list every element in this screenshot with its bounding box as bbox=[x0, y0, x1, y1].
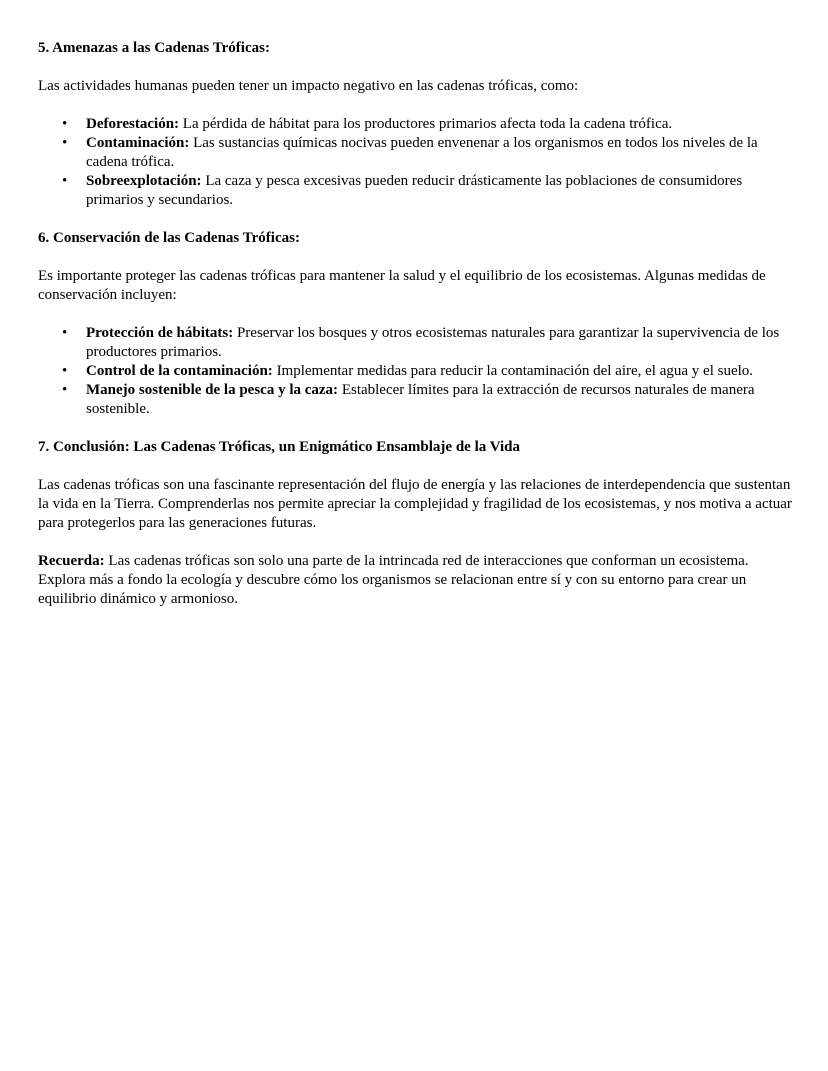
bullet-list bbox=[38, 324, 794, 419]
list-item-text: Establecer límites para la extracción de recursos naturales de manera sostenible. bbox=[86, 382, 755, 417]
list-item-text: Implementar medidas para reducir la contaminación del aire, el agua y el suelo. bbox=[272, 363, 754, 379]
document-page bbox=[38, 39, 794, 628]
list-item bbox=[86, 134, 794, 172]
list-item-term: Sobreexplotación: bbox=[86, 173, 202, 189]
list-item bbox=[86, 324, 794, 362]
section-heading: 5. Amenazas a las Cadenas Tróficas: bbox=[38, 40, 270, 56]
section-intro: Es importante proteger las cadenas tróficas para mantener la salud y el equilibrio de los ecosistemas. Algunas medidas de conservación incluyen: bbox=[38, 268, 766, 303]
section-heading: 6. Conservación de las Cadenas Tróficas: bbox=[38, 230, 300, 246]
list-item-term: Contaminación: bbox=[86, 135, 190, 151]
list-item-term: Manejo sostenible de la pesca y la caza: bbox=[86, 382, 339, 398]
list-item bbox=[86, 362, 794, 381]
bullet-list bbox=[38, 115, 794, 210]
list-item-text: Las sustancias químicas nocivas pueden envenenar a los organismos en todos los niveles de la cadena trófica. bbox=[86, 135, 758, 170]
list-item-text: Preservar los bosques y otros ecosistemas naturales para garantizar la supervivencia de los productores primarios. bbox=[86, 325, 780, 360]
reminder-text: Las cadenas tróficas son solo una parte de la intrincada red de interacciones que conforman un ecosistema. Explora más a fondo la ecología y descubre cómo los organismos se relacionan entre sí y con su entorno para crear un equilibrio dinámico y armonioso. bbox=[38, 553, 749, 607]
list-item-text: La pérdida de hábitat para los productores primarios afecta toda la cadena trófica. bbox=[179, 116, 673, 132]
list-item-term: Deforestación: bbox=[86, 116, 180, 132]
section-conclusion bbox=[38, 438, 794, 533]
section-threats bbox=[38, 39, 794, 210]
section-heading: 7. Conclusión: Las Cadenas Tróficas, un Enigmático Ensamblaje de la Vida bbox=[38, 439, 521, 455]
conclusion-paragraph: Las cadenas tróficas son una fascinante representación del flujo de energía y las relaciones de interdependencia que sustentan la vida en la Tierra. Comprenderlas nos permite apreciar la complejidad y fragilidad de los ecosistemas, y nos motiva a actuar para protegerlos para las generaciones futuras. bbox=[38, 477, 792, 531]
section-intro: Las actividades humanas pueden tener un impacto negativo en las cadenas tróficas, como: bbox=[38, 78, 579, 94]
list-item bbox=[86, 115, 794, 134]
reminder-term: Recuerda: bbox=[38, 553, 105, 569]
reminder-paragraph bbox=[38, 552, 794, 609]
list-item bbox=[86, 381, 794, 419]
list-item-term: Control de la contaminación: bbox=[86, 363, 273, 379]
section-conservation bbox=[38, 229, 794, 419]
list-item-term: Protección de hábitats: bbox=[86, 325, 234, 341]
list-item bbox=[86, 172, 794, 210]
list-item-text: La caza y pesca excesivas pueden reducir drásticamente las poblaciones de consumidores primarios y secundarios. bbox=[86, 173, 743, 208]
